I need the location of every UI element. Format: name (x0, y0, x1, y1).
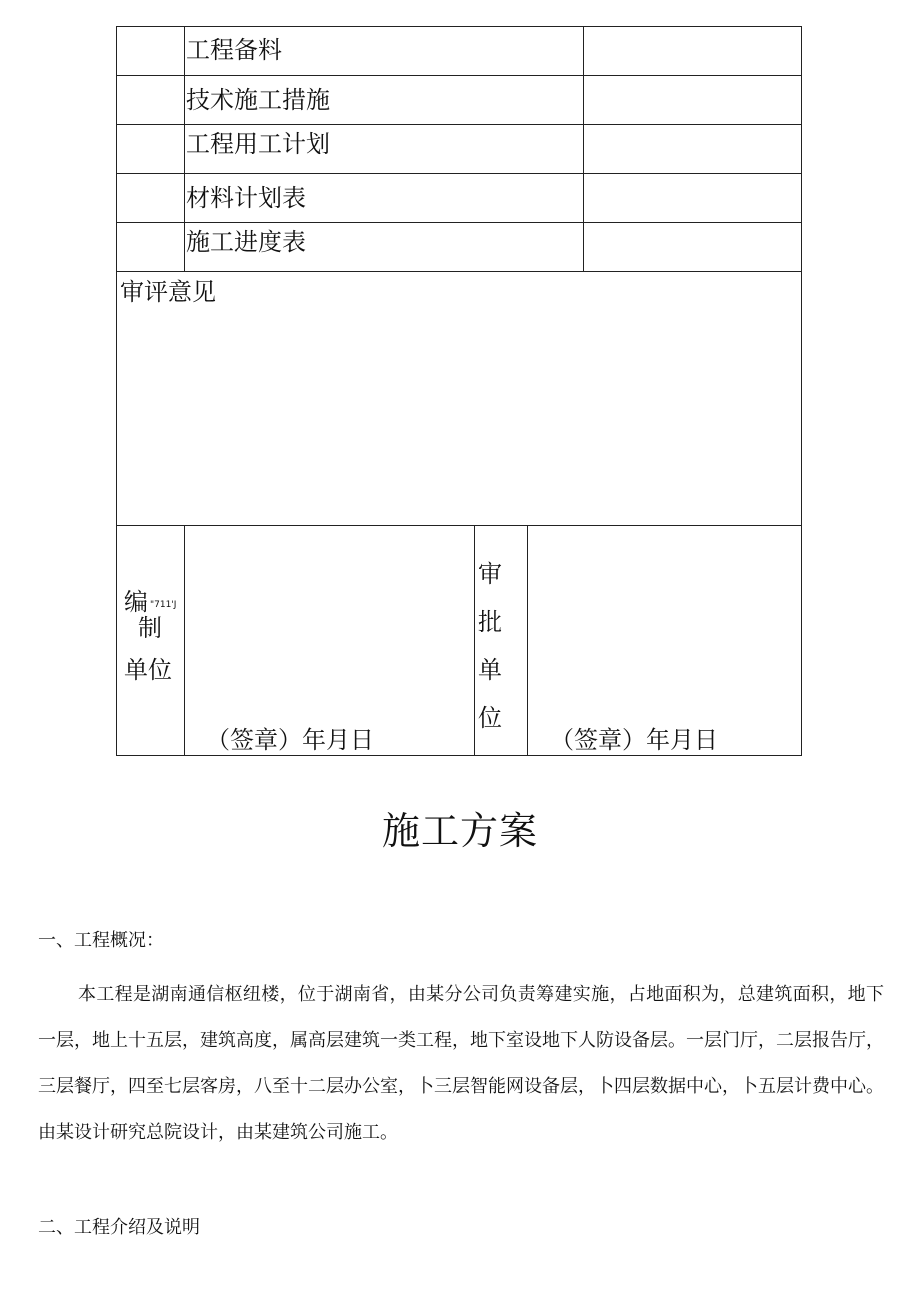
table-line (116, 124, 802, 125)
table-line (583, 26, 584, 272)
table-line (116, 173, 802, 174)
table-line (116, 26, 802, 27)
table-line (116, 525, 802, 526)
compile-unit-label-1: 编 (124, 588, 148, 616)
row-item-labor-plan: 工程用工计划 (186, 130, 330, 158)
approve-signature-date: （签章）年月日 (550, 726, 718, 754)
table-line (184, 26, 185, 272)
section-paragraph-overview: 本工程是湖南通信枢纽楼，位于湖南省，由某分公司负责筹建实施，占地面积为，总建筑面积，地下一层，地上十五层，建筑高度，属高层建筑一类工程，地下室设地下人防设备层。一层门厅，二层报告厅，三层餐厅，四至七层客房，八至十二层办公室，卜三层智能网设备层，卜四层数据中心，卜五层计费中心。由某设计研究总院设计，由某建筑公司施工。 (38, 984, 884, 1143)
compile-unit-mark: "711'J (150, 600, 177, 610)
table-line (801, 26, 802, 756)
table-line (116, 75, 802, 76)
approve-unit-char: 审 (478, 560, 502, 588)
row-item-technical-measures: 技术施工措施 (186, 86, 330, 114)
compile-unit-label-2: 制 (138, 614, 162, 642)
review-opinion-label: 审评意见 (120, 278, 216, 306)
approve-unit-char: 批 (478, 608, 502, 636)
section-heading-overview: 一、工程概况： (38, 930, 164, 951)
row-item-material-plan: 材料计划表 (186, 184, 306, 212)
compile-unit-label-3: 单位 (124, 656, 172, 684)
table-line (116, 222, 802, 223)
table-line (116, 755, 802, 756)
table-line (116, 26, 117, 756)
approve-unit-char: 位 (478, 704, 502, 732)
table-line (116, 271, 802, 272)
compile-signature-date: （签章）年月日 (206, 726, 374, 754)
row-item-schedule: 施工进度表 (186, 228, 306, 256)
table-line (474, 525, 475, 756)
page-title: 施工方案 (381, 809, 538, 853)
approve-unit-char: 单 (478, 656, 502, 684)
section-heading-introduction: 二、工程介绍及说明 (38, 1217, 200, 1238)
table-line (184, 525, 185, 756)
row-item-materials: 工程备料 (186, 36, 282, 64)
table-line (527, 525, 528, 756)
